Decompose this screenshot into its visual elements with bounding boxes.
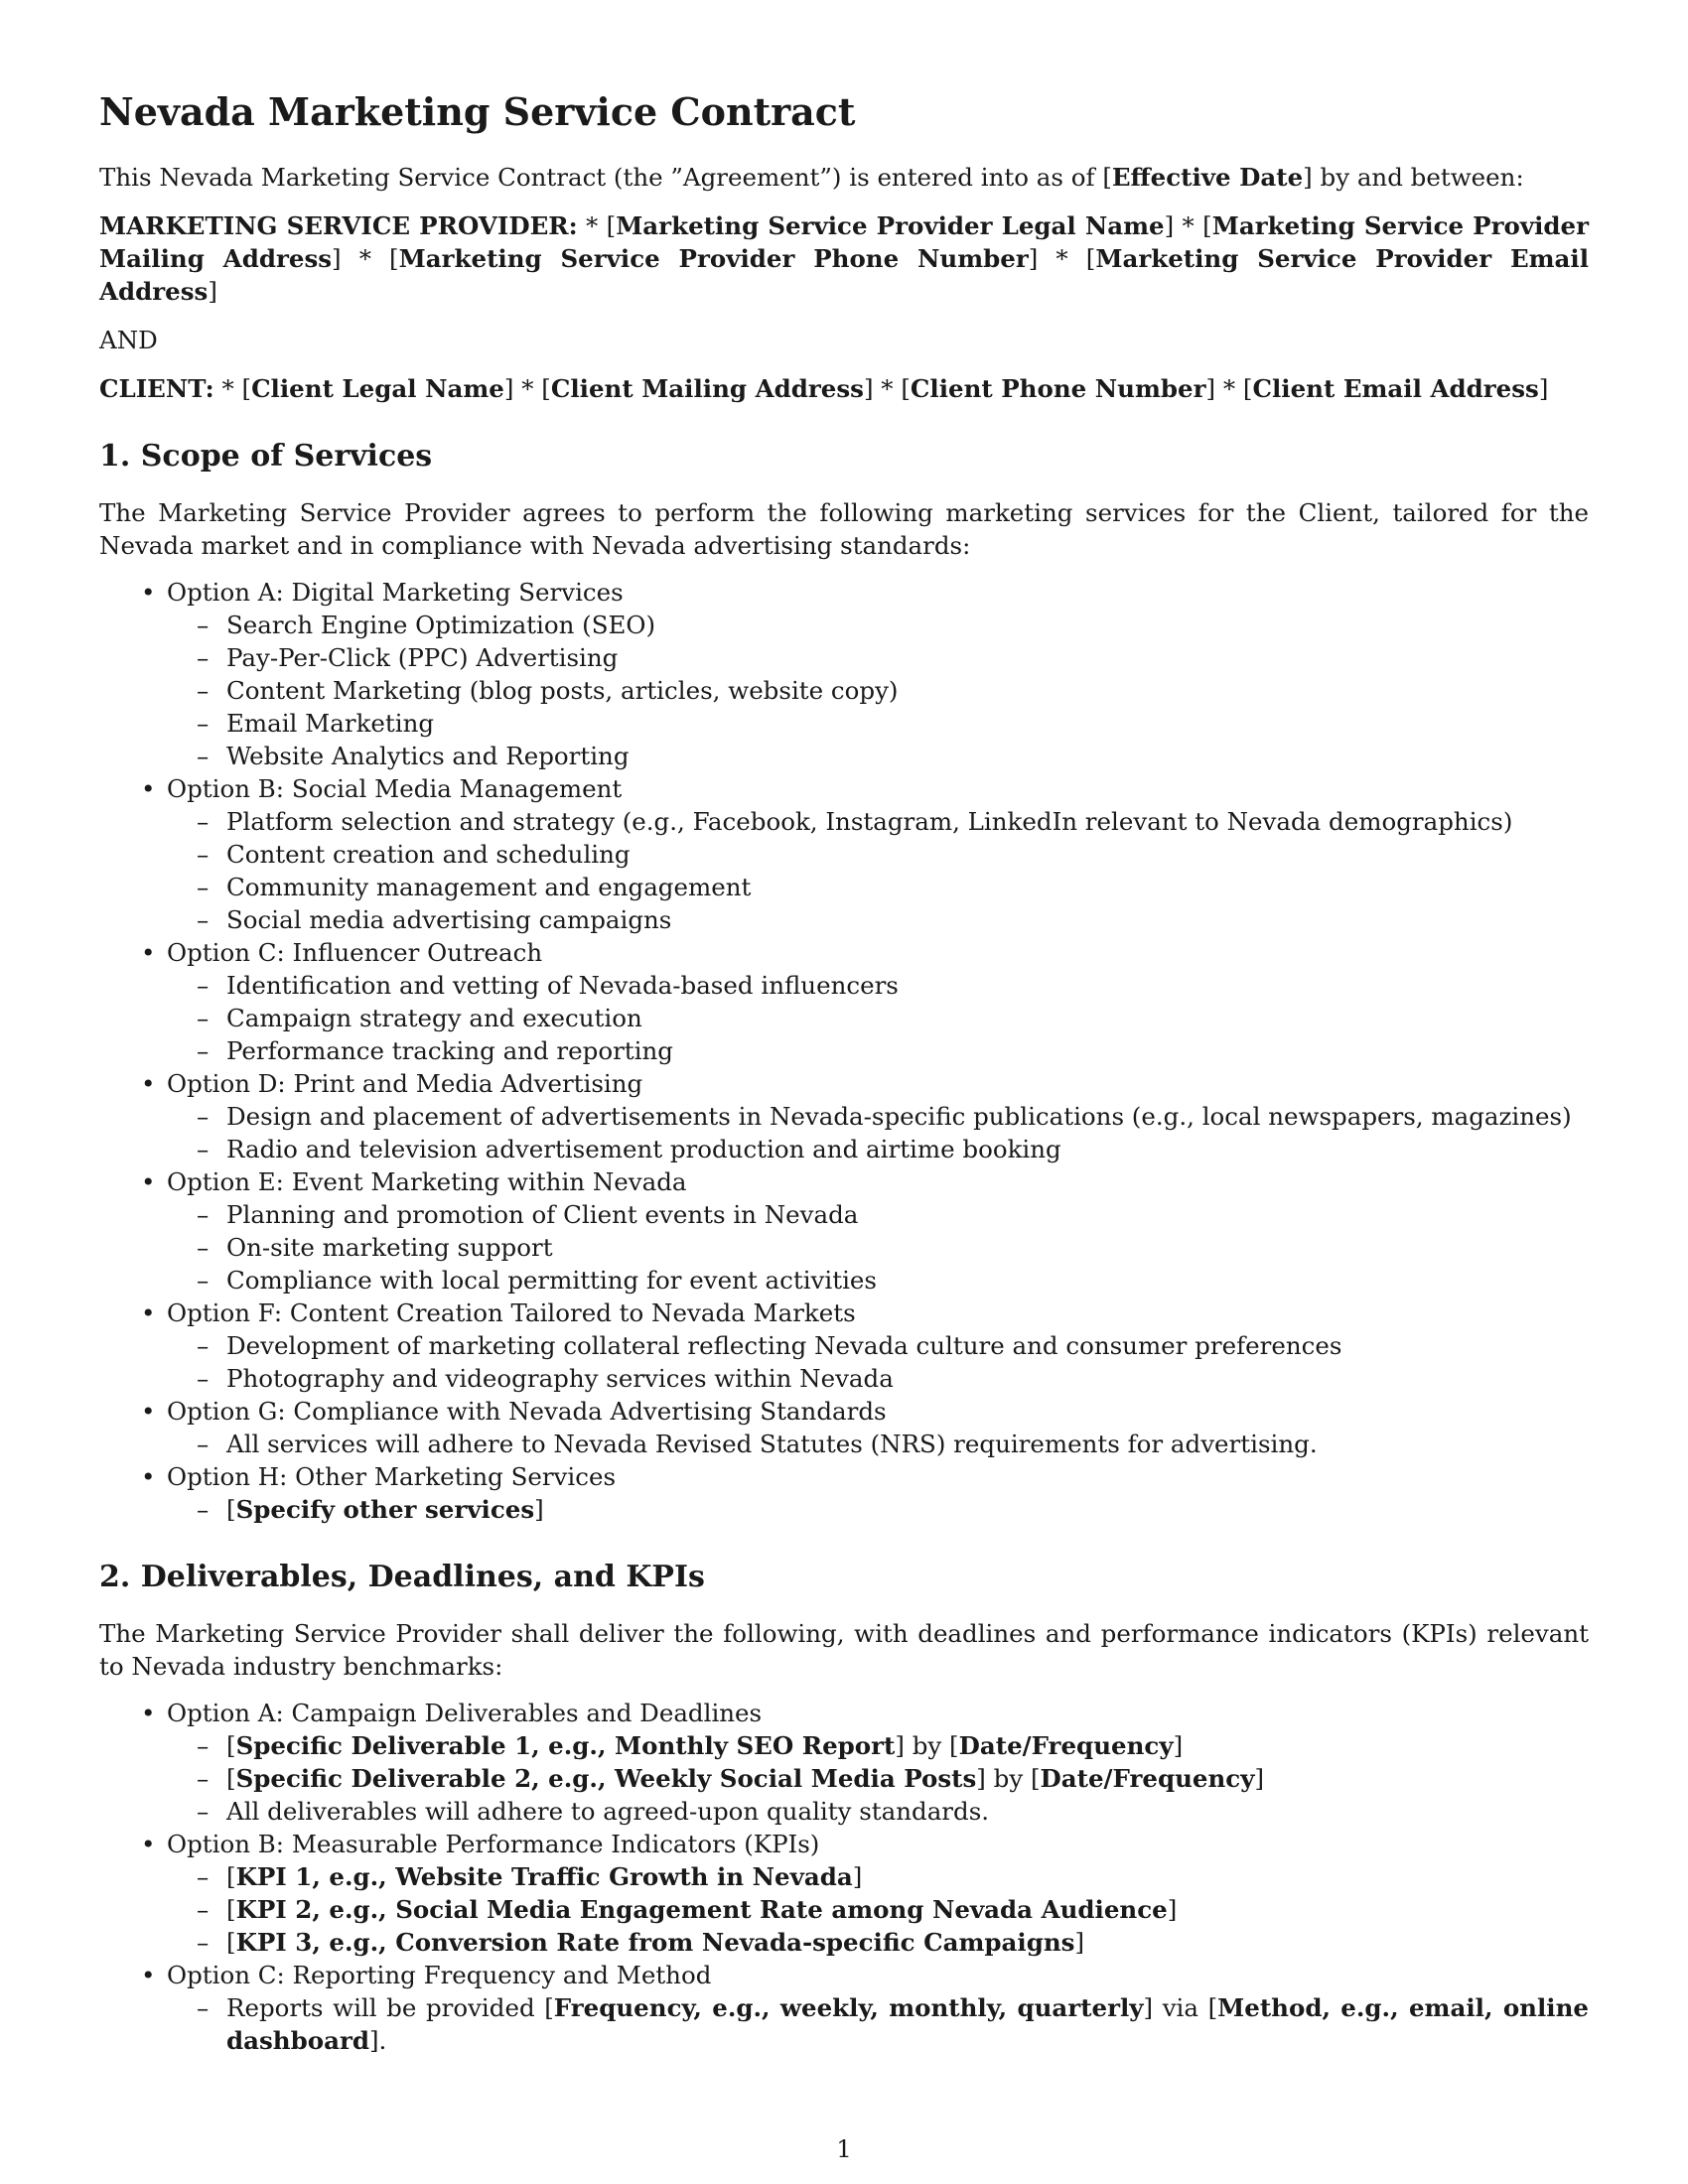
provider-block: MARKETING SERVICE PROVIDER: * [Marketing Service Provider Legal Name] * [Marketing Service Provider Mailing Address] * [Marketing Service Provider Phone Number] * [Marketing Service Provider Email Address] <box>99 210 1590 306</box>
dash-icon: – <box>197 1265 210 1295</box>
report-text-post: ]. <box>369 2025 387 2055</box>
sub-item <box>167 1329 1589 1362</box>
sub-item: – [KPI 2, e.g., Social Media Engagement Rate among Nevada Audience] <box>197 1894 1178 1924</box>
date-frequency-placeholder: Date/Frequency <box>958 1730 1174 1760</box>
section-heading-scope: 1. Scope of Services <box>99 438 433 474</box>
effective-date-placeholder: Effective Date <box>1111 162 1304 192</box>
sub-item <box>167 1198 1589 1231</box>
sub-item <box>167 1991 1589 2057</box>
intro-paragraph <box>99 161 1589 194</box>
kpi-placeholder: KPI 3, e.g., Conversion Rate from Nevada-specific Campaigns <box>235 1927 1075 1957</box>
sub-item: – [Specify other services] <box>197 1494 544 1524</box>
sub-item <box>167 805 1589 838</box>
intro-before: This Nevada Marketing Service Contract (the ”Agreement”) is entered into as of [ <box>99 162 1112 192</box>
sub-list <box>167 969 1589 1067</box>
section-heading-deliverables: 2. Deliverables, Deadlines, and KPIs <box>99 1559 705 1594</box>
sub-item-text: Social media advertising campaigns <box>226 904 672 934</box>
list-item <box>99 1697 1589 1828</box>
sub-item <box>167 609 1589 641</box>
separator: * <box>873 373 902 403</box>
option-label: Option E: Event Marketing within Nevada <box>167 1166 687 1196</box>
client-label: CLIENT: <box>99 373 214 403</box>
dash-icon: – <box>197 1003 210 1032</box>
sub-item-text: Design and placement of advertisements in Nevada-specific publications (e.g., local newspapers, magazines) <box>226 1101 1572 1131</box>
sub-item: – [Specific Deliverable 1, e.g., Monthly SEO Report] by [Date/Frequency] <box>197 1730 1184 1760</box>
provider-label: MARKETING SERVICE PROVIDER: <box>99 210 578 240</box>
option-label: Option A: Campaign Deliverables and Deadlines <box>167 1698 763 1727</box>
dash-icon: – <box>197 970 210 1000</box>
sub-list <box>167 1428 1589 1460</box>
dash-icon: – <box>197 1796 210 1826</box>
separator: * <box>1215 373 1243 403</box>
sub-item <box>167 1100 1589 1133</box>
list-item <box>99 1165 1589 1297</box>
client-email: Client Email Address <box>1252 373 1539 403</box>
sub-item-text: Content Marketing (blog posts, articles, website copy) <box>226 675 899 705</box>
sub-list <box>167 609 1589 772</box>
list-item <box>99 1828 1589 1959</box>
sub-item-text: Photography and videography services within Nevada <box>226 1363 894 1393</box>
dash-icon: – <box>197 741 210 770</box>
sub-list <box>167 1493 1589 1526</box>
report-text-pre: Reports will be provided [ <box>226 1992 554 2022</box>
provider-mailing-address: Marketing Service Provider Mailing Address <box>99 210 1590 273</box>
option-label: Option G: Compliance with Nevada Advertising Standards <box>167 1396 887 1426</box>
dash-icon: – <box>197 1035 210 1065</box>
other-services-placeholder: Specify other services <box>235 1494 535 1524</box>
bullet-icon: • <box>141 1698 156 1727</box>
dash-icon: – <box>197 1927 210 1957</box>
sub-item-text: Compliance with local permitting for event activities <box>226 1265 877 1295</box>
scope-options-list <box>99 576 1589 1526</box>
sub-list <box>167 805 1589 936</box>
sub-item <box>167 674 1589 707</box>
list-item <box>99 1067 1589 1165</box>
deliverables-intro: The Marketing Service Provider shall deliver the following, with deadlines and performance indicators (KPIs) relevant to Nevada industry benchmarks: <box>99 1618 1589 1681</box>
dash-icon: – <box>197 806 210 836</box>
sub-item <box>167 969 1589 1002</box>
option-label: Option A: Digital Marketing Services <box>167 577 624 607</box>
sub-list <box>167 1991 1589 2057</box>
sub-item <box>167 707 1589 740</box>
sub-item <box>167 1362 1589 1395</box>
separator: * <box>1038 243 1086 273</box>
document-title: Nevada Marketing Service Contract <box>99 89 856 134</box>
method-placeholder: Method, e.g., email, online dashboard <box>226 1992 1589 2055</box>
date-frequency-placeholder: Date/Frequency <box>1040 1763 1255 1793</box>
deliverables-options-list <box>99 1697 1589 2057</box>
sub-item: – [Specific Deliverable 2, e.g., Weekly Social Media Posts] by [Date/Frequency] <box>197 1763 1265 1793</box>
dash-icon: – <box>197 1199 210 1229</box>
sub-list <box>167 1329 1589 1395</box>
dash-icon: – <box>197 1232 210 1262</box>
kpi-placeholder: KPI 1, e.g., Website Traffic Growth in Nevada <box>235 1861 853 1891</box>
sub-item-text: Planning and promotion of Client events in Nevada <box>226 1199 859 1229</box>
sub-item <box>167 1795 1589 1828</box>
sub-list <box>167 1198 1589 1297</box>
document-page <box>99 79 1589 2057</box>
option-label: Option F: Content Creation Tailored to Nevada Markets <box>167 1297 856 1327</box>
option-label: Option H: Other Marketing Services <box>167 1461 617 1491</box>
sub-item-text: On-site marketing support <box>226 1232 553 1262</box>
provider-phone: Marketing Service Provider Phone Number <box>398 243 1029 273</box>
report-text-via: ] via [ <box>1143 1992 1218 2022</box>
frequency-placeholder: Frequency, e.g., weekly, monthly, quarterly <box>553 1992 1144 2022</box>
scope-intro: The Marketing Service Provider agrees to perform the following marketing services for the Client, tailored for the Nevada market and in compliance with Nevada advertising standards: <box>99 497 1589 560</box>
sub-item-text: Search Engine Optimization (SEO) <box>226 610 656 639</box>
sub-item <box>167 1034 1589 1067</box>
sub-item-text: Platform selection and strategy (e.g., Facebook, Instagram, LinkedIn relevant to Nevada demographics) <box>226 806 1513 836</box>
sub-item-text: Community management and engagement <box>226 872 752 901</box>
option-label: Option B: Measurable Performance Indicators (KPIs) <box>167 1829 820 1858</box>
dash-icon: – <box>197 904 210 934</box>
client-mailing-address: Client Mailing Address <box>550 373 864 403</box>
sub-list <box>167 1729 1589 1828</box>
bullet-icon: • <box>141 577 156 607</box>
sub-list <box>167 1860 1589 1959</box>
sub-item <box>167 1133 1589 1165</box>
dash-icon: – <box>197 1730 210 1760</box>
sub-item: – [KPI 1, e.g., Website Traffic Growth in Nevada] <box>197 1861 863 1891</box>
separator: * <box>577 210 607 240</box>
separator: * <box>213 373 242 403</box>
dash-icon: – <box>197 872 210 901</box>
bullet-icon: • <box>141 937 156 967</box>
sub-item <box>167 1231 1589 1264</box>
client-phone: Client Phone Number <box>910 373 1206 403</box>
sub-item-text: Email Marketing <box>226 708 435 738</box>
kpi-placeholder: KPI 2, e.g., Social Media Engagement Rate among Nevada Audience <box>235 1894 1168 1924</box>
dash-icon: – <box>197 1861 210 1891</box>
intro-after: ] by and between: <box>1303 162 1524 192</box>
option-label: Option D: Print and Media Advertising <box>167 1068 643 1098</box>
dash-icon: – <box>197 1763 210 1793</box>
sub-item-text: Development of marketing collateral reflecting Nevada culture and consumer preferences <box>226 1330 1342 1360</box>
dash-icon: – <box>197 1992 210 2022</box>
sub-item <box>167 1002 1589 1034</box>
bullet-icon: • <box>141 1068 156 1098</box>
dash-icon: – <box>197 1330 210 1360</box>
sub-item-text: All services will adhere to Nevada Revised Statutes (NRS) requirements for advertising. <box>226 1429 1318 1458</box>
sub-item <box>167 838 1589 871</box>
list-item <box>99 1395 1589 1460</box>
dash-icon: – <box>197 610 210 639</box>
sub-item-text: Identification and vetting of Nevada-based influencers <box>226 970 899 1000</box>
and-line: AND <box>99 325 158 354</box>
bullet-icon: • <box>141 1461 156 1491</box>
dash-icon: – <box>197 675 210 705</box>
sub-item-text: Campaign strategy and execution <box>226 1003 642 1032</box>
bullet-icon: • <box>141 773 156 803</box>
dash-icon: – <box>197 1494 210 1524</box>
sub-item <box>167 903 1589 936</box>
dash-icon: – <box>197 1134 210 1163</box>
client-block: CLIENT: * [Client Legal Name] * [Client Mailing Address] * [Client Phone Number] * [Client Email Address] <box>99 373 1549 403</box>
separator: * <box>341 243 390 273</box>
sub-list <box>167 1100 1589 1165</box>
sub-item <box>167 740 1589 772</box>
bullet-icon: • <box>141 1960 156 1989</box>
bullet-icon: • <box>141 1829 156 1858</box>
provider-email: Marketing Service Provider Email Address <box>99 243 1590 306</box>
deliverable-placeholder: Specific Deliverable 2, e.g., Weekly Social Media Posts <box>235 1763 977 1793</box>
dash-icon: – <box>197 708 210 738</box>
bullet-icon: • <box>141 1166 156 1196</box>
dash-icon: – <box>197 1429 210 1458</box>
sub-item <box>167 871 1589 903</box>
by-word: by <box>912 1730 942 1760</box>
sub-item-text: Website Analytics and Reporting <box>226 741 630 770</box>
dash-icon: – <box>197 1101 210 1131</box>
option-label: Option C: Reporting Frequency and Method <box>167 1960 712 1989</box>
sub-item-text: All deliverables will adhere to agreed-upon quality standards. <box>226 1796 990 1826</box>
sub-item-text: Performance tracking and reporting <box>226 1035 673 1065</box>
bullet-icon: • <box>141 1396 156 1426</box>
deliverable-placeholder: Specific Deliverable 1, e.g., Monthly SEO Report <box>235 1730 896 1760</box>
dash-icon: – <box>197 642 210 672</box>
sub-item <box>167 1264 1589 1297</box>
provider-legal-name: Marketing Service Provider Legal Name <box>616 210 1165 240</box>
sub-item-text: Content creation and scheduling <box>226 839 631 869</box>
dash-icon: – <box>197 1363 210 1393</box>
sub-item <box>167 1428 1589 1460</box>
option-label: Option C: Influencer Outreach <box>167 937 543 967</box>
list-item <box>99 1460 1589 1526</box>
option-label: Option B: Social Media Management <box>167 773 623 803</box>
dash-icon: – <box>197 839 210 869</box>
list-item <box>99 1959 1589 2057</box>
list-item <box>99 576 1589 772</box>
sub-item: – [KPI 3, e.g., Conversion Rate from Nevada-specific Campaigns] <box>197 1927 1085 1957</box>
list-item <box>99 772 1589 936</box>
sub-item-text: Radio and television advertisement production and airtime booking <box>226 1134 1061 1163</box>
page-number: 1 <box>836 2134 852 2163</box>
dash-icon: – <box>197 1894 210 1924</box>
sub-item-text: Pay-Per-Click (PPC) Advertising <box>226 642 619 672</box>
separator: * <box>1174 210 1203 240</box>
sub-item <box>167 641 1589 674</box>
by-word: by <box>993 1763 1024 1793</box>
separator: * <box>513 373 542 403</box>
list-item <box>99 936 1589 1067</box>
client-legal-name: Client Legal Name <box>251 373 504 403</box>
bullet-icon: • <box>141 1297 156 1327</box>
list-item <box>99 1297 1589 1395</box>
